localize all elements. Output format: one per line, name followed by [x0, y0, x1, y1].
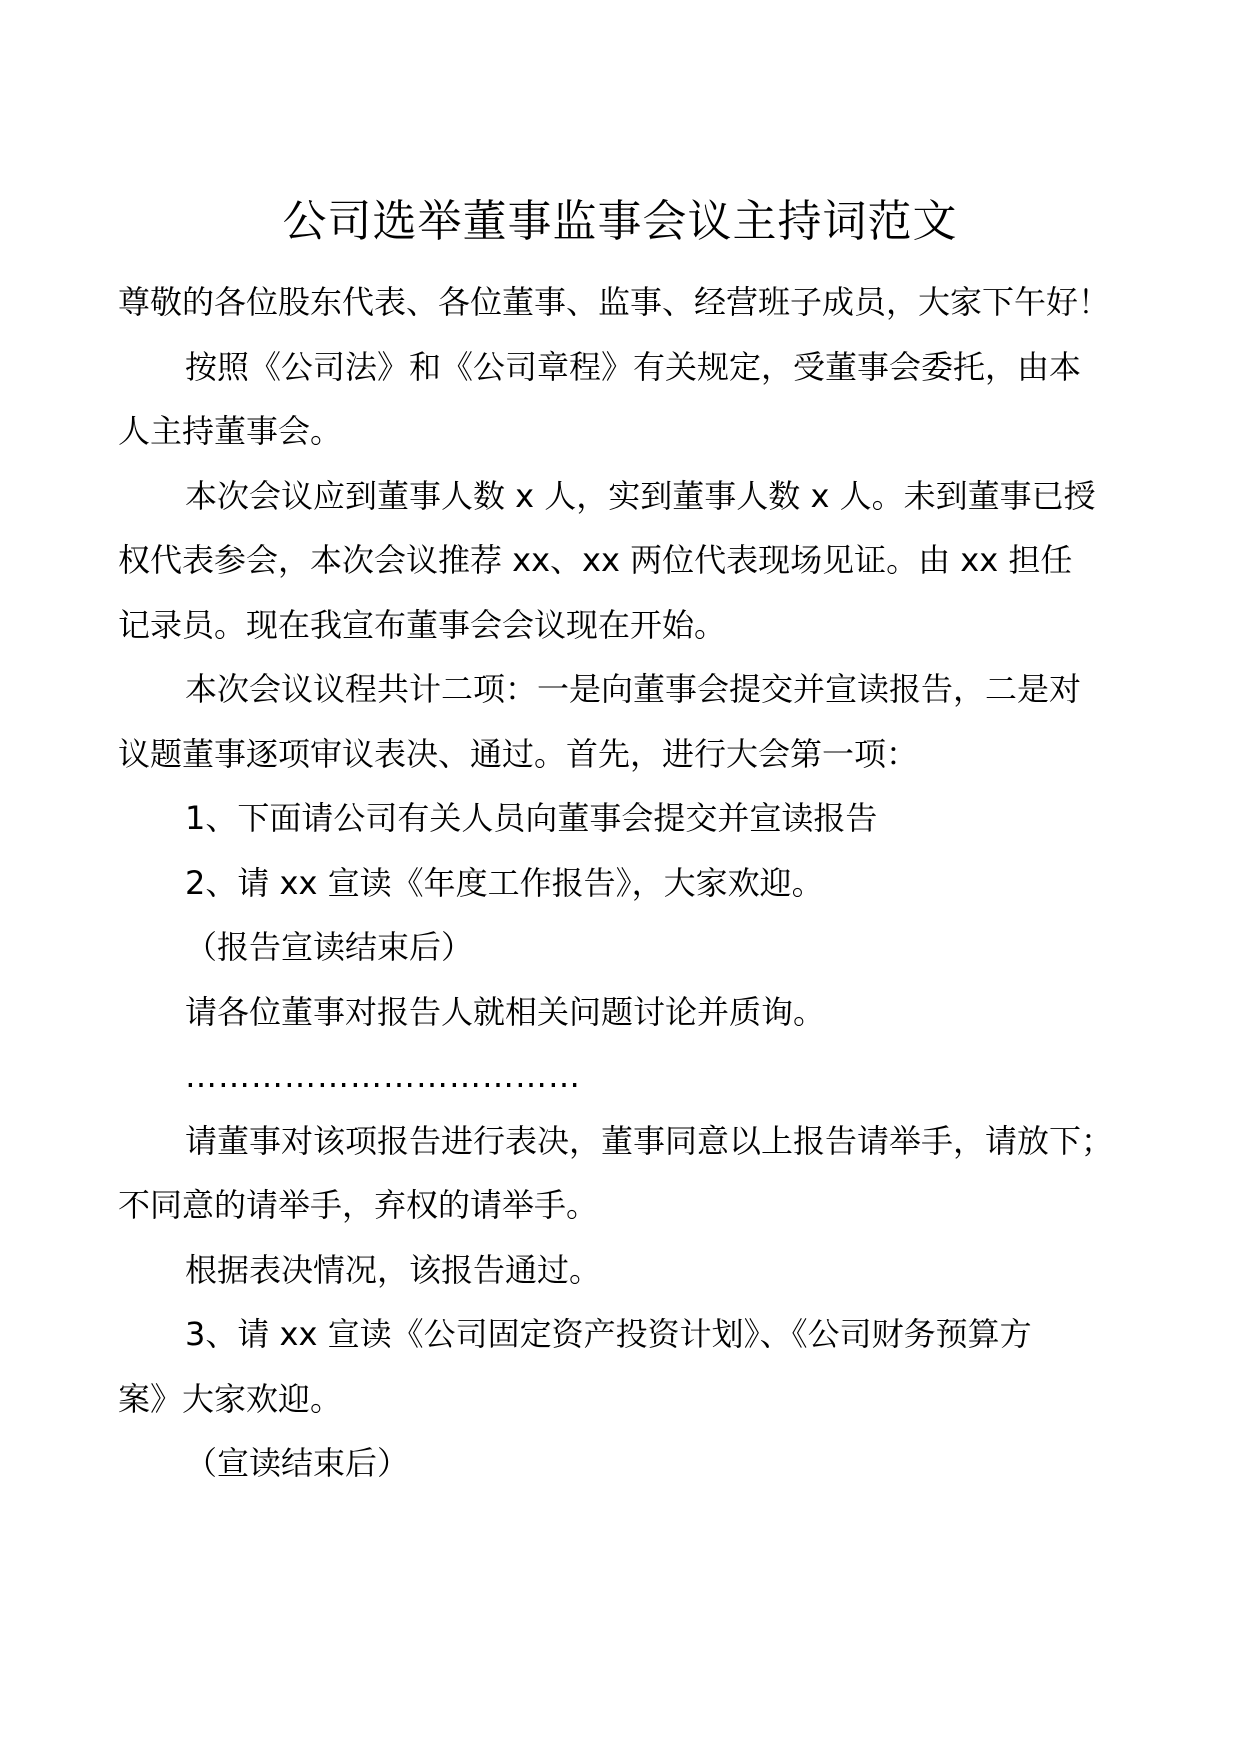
paragraph-line: 记录员。现在我宣布董事会会议现在开始。 — [118, 605, 727, 644]
paragraph-line: 人主持董事会。 — [118, 412, 343, 450]
stage-note: （宣读结束后） — [185, 1444, 410, 1482]
ellipsis-line: ……………………………… — [185, 1057, 581, 1095]
agenda-item: 3、请 xx 宣读《公司固定资产投资计划》、《公司财务预算方 — [185, 1315, 1032, 1353]
stage-note: （报告宣读结束后） — [185, 928, 474, 966]
agenda-item: 2、请 xx 宣读《年度工作报告》，大家欢迎。 — [185, 863, 824, 902]
paragraph-line: 请各位董事对报告人就相关问题讨论并质询。 — [185, 992, 826, 1031]
document-body — [118, 270, 1138, 1496]
paragraph-line: 不同意的请举手，弃权的请举手。 — [118, 1186, 599, 1224]
paragraph-line: 案》大家欢迎。 — [118, 1379, 343, 1418]
paragraph-line: 请董事对该项报告进行表决，董事同意以上报告请举手，请放下； — [185, 1121, 1114, 1160]
paragraph-line: 根据表决情况，该报告通过。 — [185, 1250, 602, 1289]
paragraph-line: 议题董事逐项审议表决、通过。首先，进行大会第一项： — [118, 734, 919, 773]
document-title: 公司选举董事监事会议主持词范文 — [282, 196, 958, 247]
paragraph-line: 本次会议议程共计二项：一是向董事会提交并宣读报告，二是对 — [185, 670, 1082, 708]
agenda-item: 1、下面请公司有关人员向董事会提交并宣读报告 — [185, 799, 878, 837]
paragraph-line: 本次会议应到董事人数 x 人，实到董事人数 x 人。未到董事已授 — [185, 476, 1096, 515]
paragraph-line: 权代表参会，本次会议推荐 xx、xx 两位代表现场见证。由 xx 担任 — [118, 541, 1073, 579]
paragraph-line: 按照《公司法》和《公司章程》有关规定，受董事会委托，由本 — [185, 347, 1082, 386]
greeting-line: 尊敬的各位股东代表、各位董事、监事、经营班子成员，大家下午好！ — [118, 283, 1111, 321]
